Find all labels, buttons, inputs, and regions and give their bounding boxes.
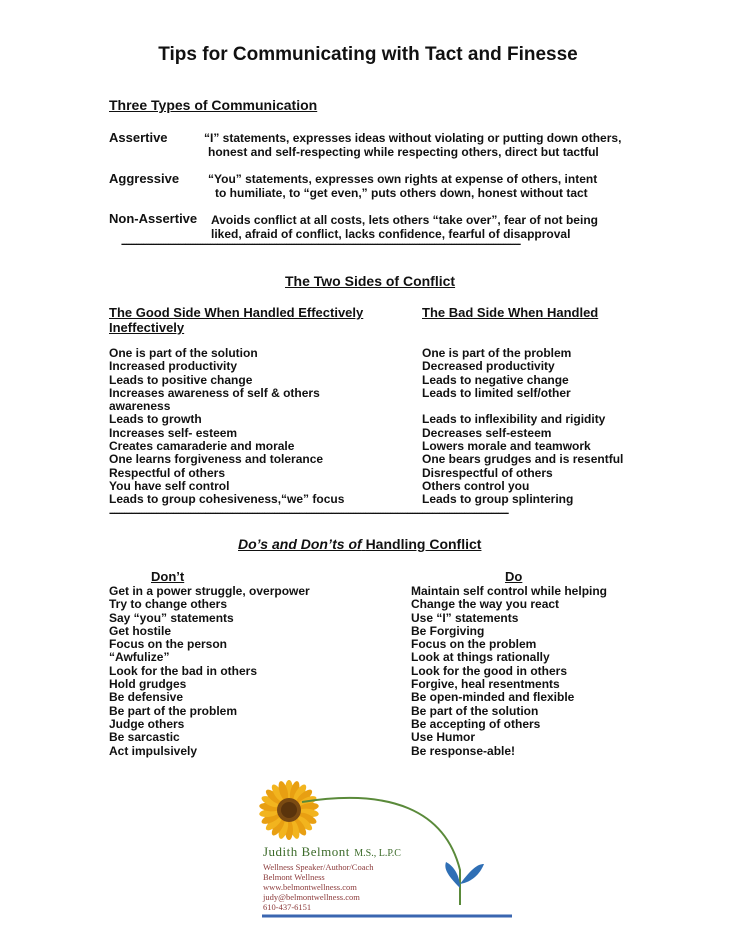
list-item [422,400,722,413]
card-credentials: M.S., L.P.C [354,848,401,859]
list-item: Increased productivity [109,359,238,374]
type-assertive-line1: “I” statements, expresses ideas without violating or putting down others, [204,131,622,145]
list-item: Hold grudges [109,677,187,692]
list-item: Creates camaraderie and morale [109,439,295,454]
leaf-right-icon [460,864,484,884]
list-item: Be sarcastic [109,730,180,745]
dont-heading: Don’t [151,569,185,584]
type-aggressive-name: Aggressive [109,171,180,186]
list-item: Others control you [422,478,530,493]
list-item: Focus on the person [109,637,228,652]
list-item: Increases self- esteem [109,425,238,440]
list-item: Change the way you react [411,597,560,612]
card-line: judy@belmontwellness.com [263,892,360,902]
list-item: Focus on the problem [411,637,537,652]
list-item: Say “you” statements [109,610,234,625]
good-list [109,347,409,507]
list-item: Leads to inflexibility and rigidity [422,412,606,427]
type-assertive-name: Assertive [109,130,168,145]
bad-heading: The Bad Side When Handled [422,305,599,320]
list-item: Judge others [109,716,185,731]
list-item: Act impulsively [109,743,198,758]
list-item: Be accepting of others [411,716,541,731]
list-item: Get hostile [109,623,172,638]
good-heading-line2: Ineffectively [109,320,185,335]
list-item: Lowers morale and teamwork [422,439,591,454]
list-item: You have self control [109,478,230,493]
card-details [263,862,374,912]
list-item: One bears grudges and is resentful [422,452,624,467]
list-item: Maintain self control while helping [411,584,608,598]
types-heading: Three Types of Communication [109,97,318,113]
list-item: Look for the good in others [411,663,567,678]
list-item: “Awfulize” [109,650,170,665]
list-item: Look for the bad in others [109,663,258,678]
type-aggressive-line2: to humiliate, to “get even,” puts others down, honest without tact [215,186,588,200]
sunflower-icon [259,780,320,840]
bad-list [422,347,722,507]
list-item: Leads to negative change [422,372,569,387]
type-nonassertive-line2: liked, afraid of conflict, lacks confidence, fearful of disapproval [211,227,571,241]
list-item: Be part of the solution [411,703,539,718]
list-item: One is part of the solution [109,346,258,360]
leaf-left-icon [445,862,460,888]
list-item: Leads to growth [109,412,202,427]
card-line: Wellness Speaker/Author/Coach [263,862,374,872]
card-line: 610-437-6151 [263,902,312,912]
list-item: Get in a power struggle, overpower [109,584,310,598]
list-item: Be open-minded and flexible [411,690,575,705]
type-assertive-line2: honest and self-respecting while respecting others, direct but tactful [208,145,599,159]
list-item: Be part of the problem [109,703,238,718]
dos-heading-italic: Do’s and Don’ts of [238,536,362,552]
type-aggressive-line1: “You” statements, expresses own rights at expense of others, intent [208,172,598,186]
list-item: Use Humor [411,730,476,745]
list-item: One learns forgiveness and tolerance [109,452,324,467]
list-item: Decreases self-esteem [422,425,552,440]
list-item: Try to change others [109,597,228,612]
list-item: Decreased productivity [422,359,555,374]
card-name-row [263,843,401,861]
dont-list [109,585,399,758]
card-name: Judith Belmont [263,844,350,859]
list-item: Leads to limited self/other [422,385,571,400]
dos-heading [238,536,481,552]
card-line: Belmont Wellness [263,872,325,882]
list-item: Look at things rationally [411,650,550,665]
list-item: awareness [109,399,171,414]
card-line: www.belmontwellness.com [263,882,357,892]
list-item: Leads to positive change [109,372,253,387]
list-item: Leads to group splintering [422,492,574,507]
divider-1: ------------------------------------------------------------------------------------------------------------------------------------------------------------------ [121,238,521,250]
list-item: Be defensive [109,690,184,705]
list-item: Be Forgiving [411,623,485,638]
list-item: Be response-able! [411,743,516,758]
list-item: Respectful of others [109,465,226,480]
do-list [411,585,711,758]
list-item: Forgive, heal resentments [411,677,560,692]
do-heading: Do [505,569,523,584]
type-nonassertive-name: Non-Assertive [109,211,198,226]
good-heading-line1: The Good Side When Handled Effectively [109,305,364,320]
dos-heading-rest: Handling Conflict [365,536,482,552]
conflict-heading: The Two Sides of Conflict [285,273,456,289]
page-title: Tips for Communicating with Tact and Finesse [158,44,578,65]
list-item: Disrespectful of others [422,465,553,480]
list-item: Leads to group cohesiveness,“we” focus [109,492,345,507]
list-item: One is part of the problem [422,346,572,360]
divider-2: ------------------------------------------------------------------------------------------------------------------------------------------------------------------ [109,507,509,519]
list-item: Increases awareness of self & others [109,385,320,400]
type-nonassertive-line1: Avoids conflict at all costs, lets others “take over”, fear of not being [211,213,598,227]
list-item: Use “I” statements [411,610,519,625]
